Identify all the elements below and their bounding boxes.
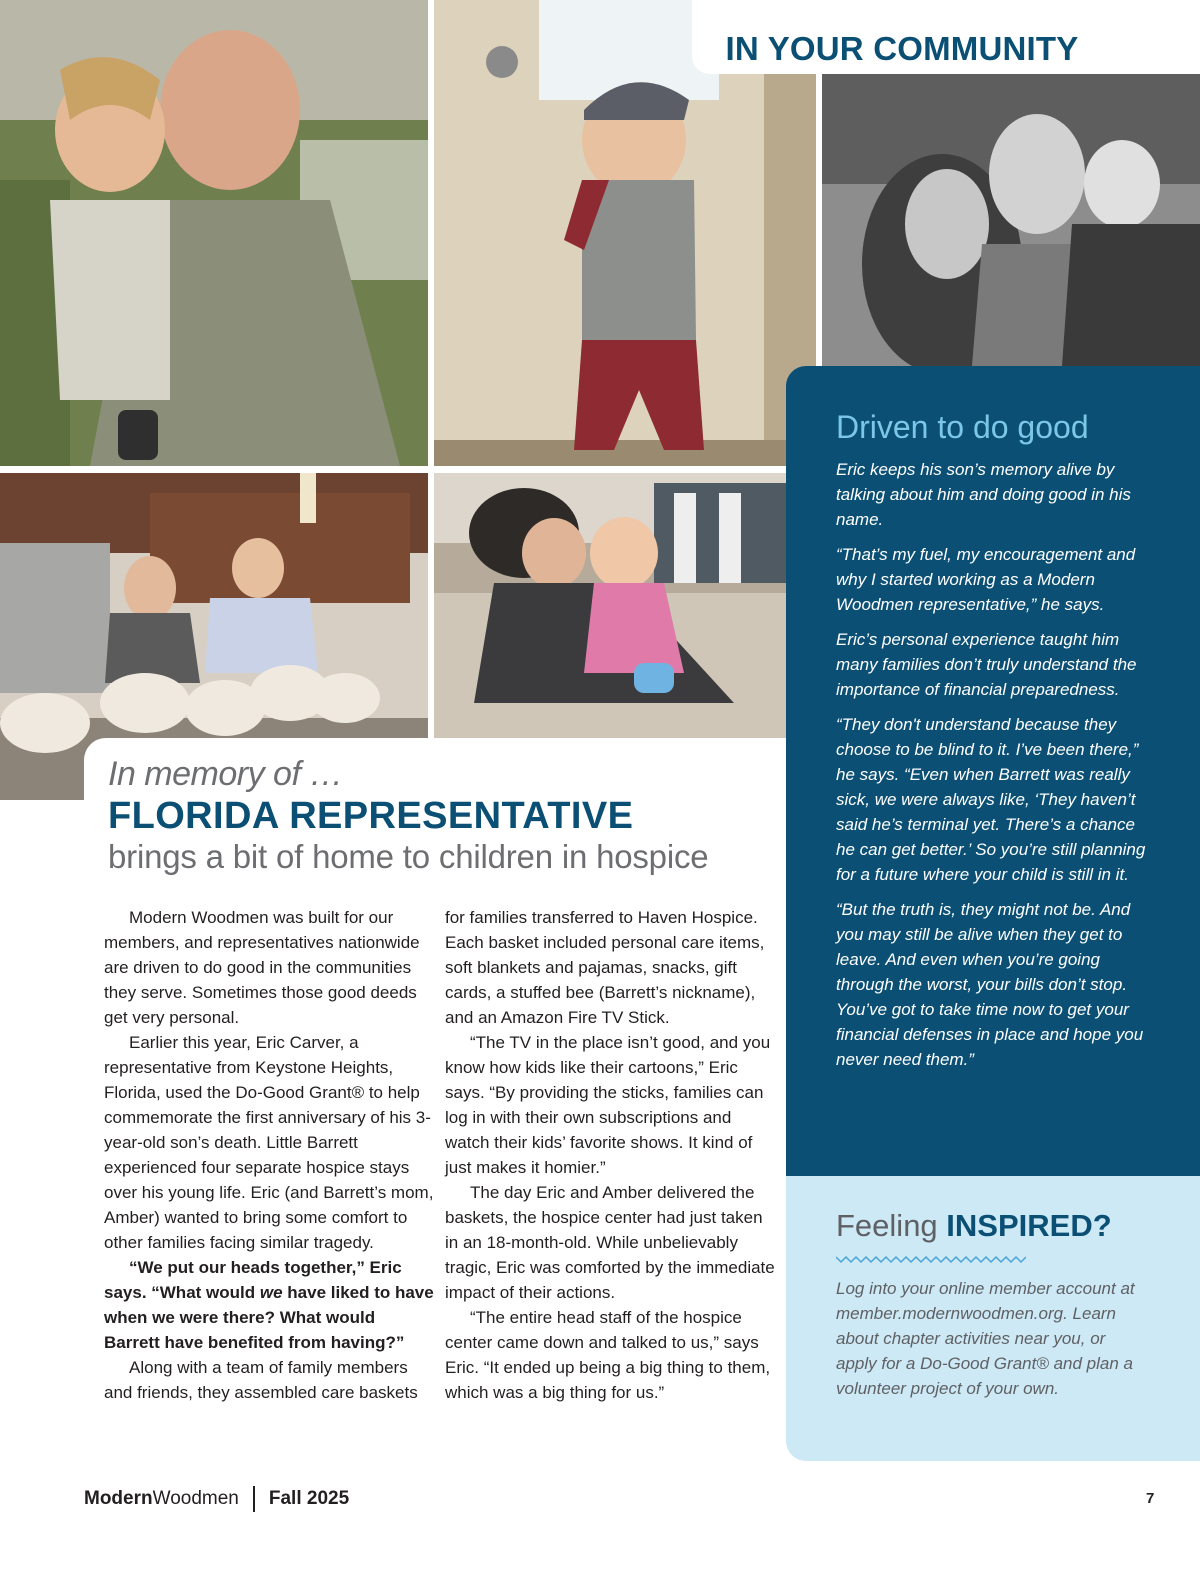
inspired-title xyxy=(836,1208,1112,1244)
body-paragraph: “The TV in the place isn’t good, and you know how kids like their cartoons,” Eric says. “By providing the sticks, families can log in with their own subscriptions and watch their kids’ favorite shows. It kind of just makes it homier.” xyxy=(445,1033,771,1177)
body-paragraph: The day Eric and Amber delivered the baskets, the hospice center had just taken in an 18-month-old. While unbelievably tragic, Eric was comforted by the immediate impact of their actions. xyxy=(445,1183,775,1302)
inspired-title-bold: INSPIRED? xyxy=(946,1208,1112,1243)
brand-light: Woodmen xyxy=(152,1488,239,1509)
footer-divider xyxy=(253,1486,255,1512)
article-column-left xyxy=(104,905,434,1405)
quote-text: “We put our heads together,” Eric says. “What would xyxy=(104,1258,402,1302)
pull-quote-paragraph xyxy=(104,1255,434,1355)
inspired-title-plain: Feeling xyxy=(836,1208,947,1243)
article-subheadline: brings a bit of home to children in hospice xyxy=(108,838,709,875)
sidebar-text xyxy=(836,457,1156,1082)
brand-bold: Modern xyxy=(84,1488,153,1509)
photo-father-kissing-son xyxy=(0,0,428,466)
body-paragraph: Along with a team of family members and friends, they assembled care baskets xyxy=(104,1358,418,1402)
body-paragraph: for families transferred to Haven Hospice. Each basket included personal care items, soft blankets and pajamas, snacks, gift cards, a stuffed bee (Barrett’s nickname), and an Amazon Fire TV Stick. xyxy=(445,908,765,1027)
sidebar-paragraph: “But the truth is, they might not be. And you may still be alive when they get to leave. And even when you’re going through the worst, your bills don’t stop. You’ve got to take time now to get your financial defenses in place and hope you never need them.” xyxy=(836,900,1144,1069)
wavy-divider-icon xyxy=(836,1254,1026,1264)
body-paragraph: Earlier this year, Eric Carver, a representative from Keystone Heights, Florida, used the Do-Good Grant® to help commemorate the first anniversary of his 3-year-old son’s death. Little Barrett experienced four separate hospice stays over his young life. Eric (and Barrett’s mom, Amber) wanted to bring some comfort to other families facing similar tragedy. xyxy=(104,1033,434,1252)
sidebar-paragraph: “They don't understand because they choose to be blind to it. I’ve been there,” he says. “Even when Barrett was really sick, we were always like, ‘They haven’t said he’s terminal yet. There’s a chance he can get better.’ So you’re still planning for a future where your child is still in it. xyxy=(836,715,1146,884)
page-footer xyxy=(84,1486,349,1512)
section-label-tab xyxy=(692,0,1112,74)
sidebar-title: Driven to do good xyxy=(836,409,1089,445)
article-kicker: In memory of … xyxy=(108,755,343,793)
sidebar-paragraph: Eric keeps his son’s memory alive by talking about him and doing good in his name. xyxy=(836,460,1131,529)
article-column-right xyxy=(445,905,775,1405)
body-paragraph: “The entire head staff of the hospice center came down and talked to us,” says Eric. “It ended up being a big thing to them, which was a big thing for us.” xyxy=(445,1308,771,1402)
page-number: 7 xyxy=(1146,1490,1155,1507)
photo-mother-with-child xyxy=(434,473,786,738)
quote-text: have liked to have when we were there? What would Barrett have benefited from having?” xyxy=(104,1283,434,1352)
sidebar-paragraph: Eric’s personal experience taught him many families don’t truly understand the importance of financial preparedness. xyxy=(836,630,1137,699)
sidebar-paragraph: “That’s my fuel, my encouragement and why I started working as a Modern Woodmen representative,” he says. xyxy=(836,545,1136,614)
photo-family-black-white xyxy=(822,74,1200,366)
body-paragraph: Modern Woodmen was built for our members, and representatives nationwide are driven to do good in the communities they serve. Sometimes those good deeds get very personal. xyxy=(104,908,420,1027)
article-headline: FLORIDA REPRESENTATIVE xyxy=(108,795,634,837)
inspired-text: Log into your online member account at member.modernwoodmen.org. Learn about chapter activities near you, or apply for a Do-Good Grant® and plan a volunteer project of your own. xyxy=(836,1279,1135,1398)
quote-emphasis: we xyxy=(259,1283,283,1302)
brand-logo xyxy=(84,1488,239,1510)
section-label: IN YOUR COMMUNITY xyxy=(725,30,1079,67)
issue-label: Fall 2025 xyxy=(268,1488,350,1509)
